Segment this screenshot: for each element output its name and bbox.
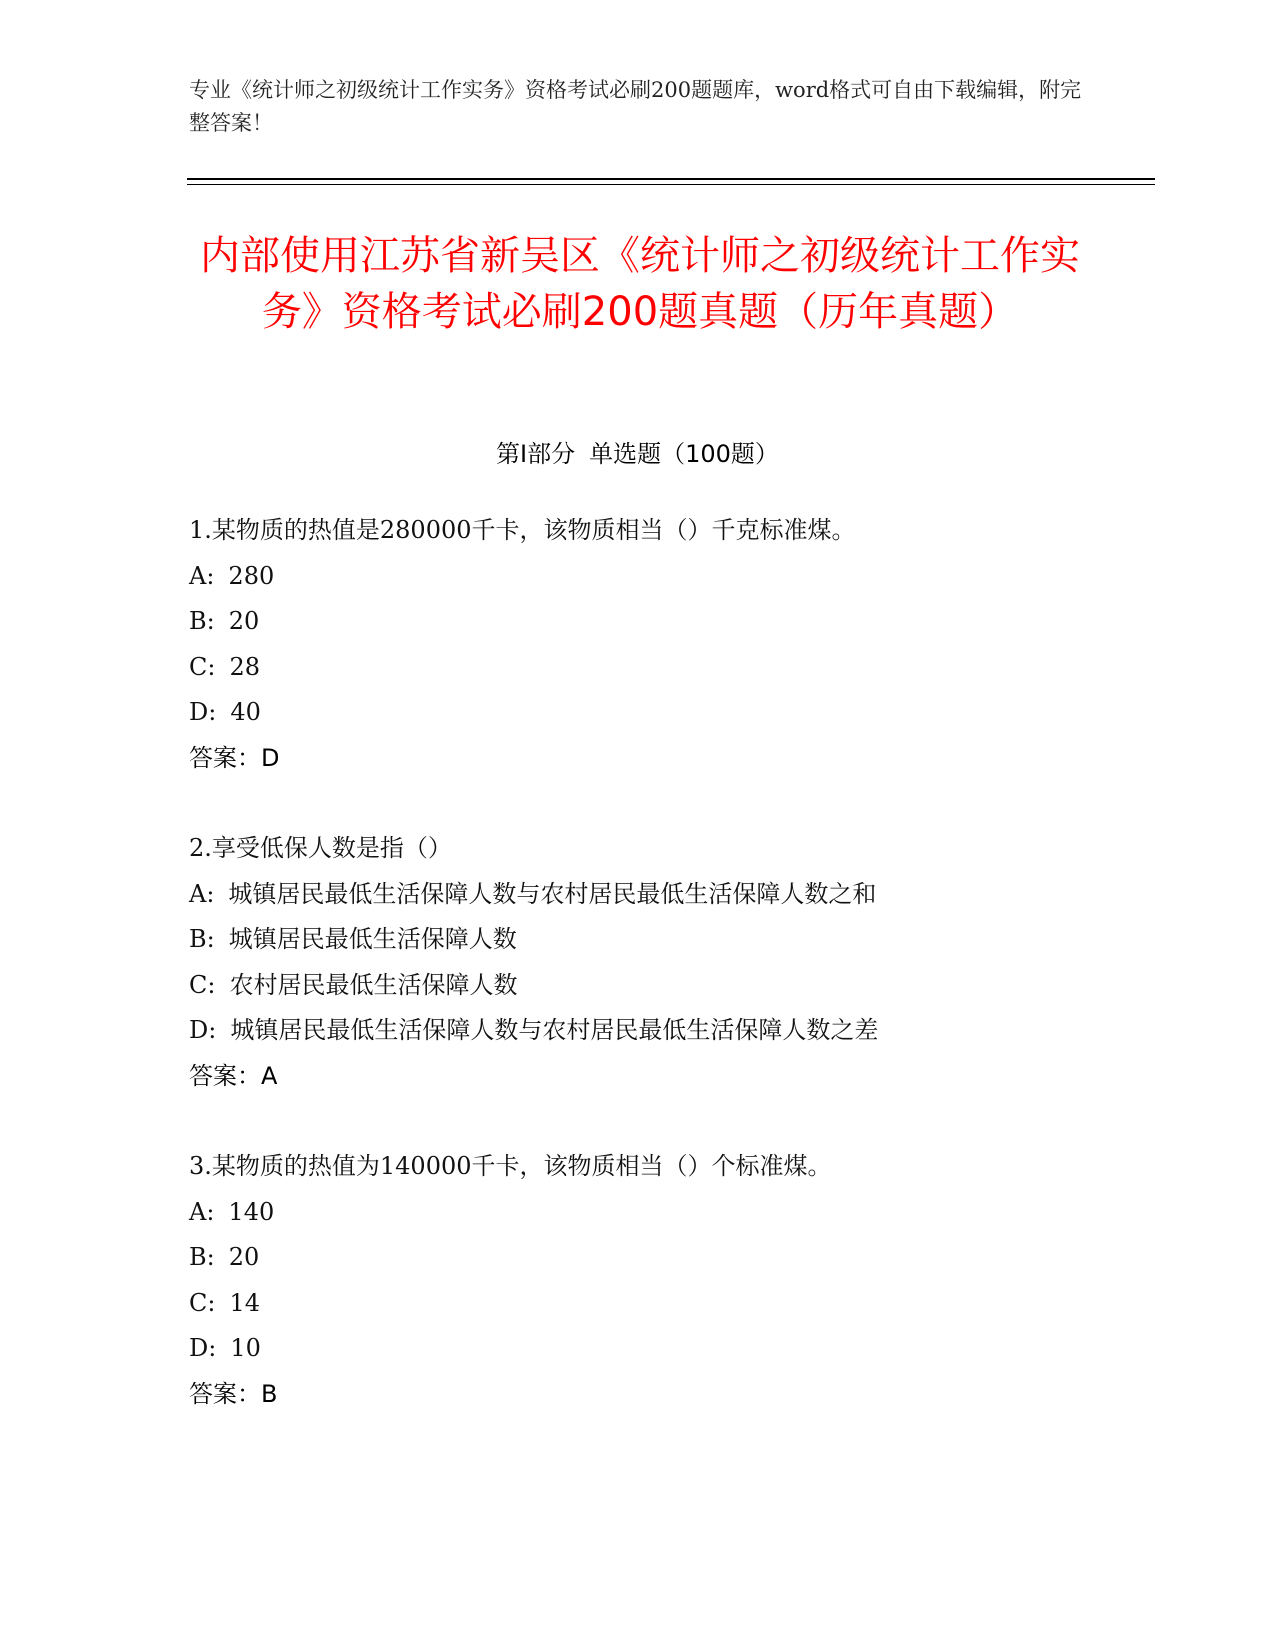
option-c (189, 645, 1089, 691)
option-a (189, 554, 1089, 600)
option-d (189, 690, 1089, 736)
section-part: 第Ⅰ部分 (496, 440, 576, 468)
option-d (189, 1008, 1089, 1054)
option-text: 10 (230, 1334, 261, 1363)
option-a (189, 1190, 1089, 1236)
option-text: 城镇居民最低生活保障人数与农村居民最低生活保障人数之和 (228, 879, 877, 908)
option-c (189, 1281, 1089, 1327)
option-c (189, 963, 1089, 1009)
question-1 (189, 508, 1089, 782)
option-key: A: (189, 1197, 215, 1226)
question-stem: 2.享受低保人数是指（） (189, 834, 452, 862)
option-key: C: (189, 1288, 216, 1317)
option-key: A: (189, 879, 215, 908)
option-key: C: (189, 652, 216, 681)
answer-line: 答案：D (189, 743, 280, 772)
section-name: 单选题（100题） (589, 440, 779, 468)
option-text: 280 (228, 561, 275, 590)
section-heading (0, 436, 1275, 472)
answer-line: 答案：B (189, 1379, 278, 1408)
option-text: 14 (229, 1288, 260, 1317)
option-key: C: (189, 970, 216, 999)
option-text: 城镇居民最低生活保障人数与农村居民最低生活保障人数之差 (230, 1016, 879, 1045)
option-text: 140 (228, 1197, 275, 1226)
question-stem: 3.某物质的热值为140000千卡，该物质相当（）个标准煤。 (189, 1152, 832, 1180)
option-key: B: (189, 925, 215, 954)
option-key: D: (189, 1334, 217, 1363)
option-a (189, 872, 1089, 918)
option-d (189, 1326, 1089, 1372)
option-text: 20 (228, 607, 260, 636)
option-key: B: (189, 607, 215, 636)
option-b (189, 599, 1089, 645)
option-text: 城镇居民最低生活保障人数 (228, 925, 517, 954)
question-stem: 1.某物质的热值是280000千卡，该物质相当（）千克标准煤。 (189, 516, 856, 544)
option-b (189, 917, 1089, 963)
option-text: 28 (229, 652, 260, 681)
option-key: A: (189, 561, 215, 590)
option-key: D: (189, 1016, 217, 1045)
option-text: 20 (228, 1243, 260, 1272)
header-rule-thick (187, 178, 1155, 180)
option-text: 40 (230, 698, 261, 727)
option-key: D: (189, 698, 217, 727)
option-key: B: (189, 1243, 215, 1272)
option-b (189, 1235, 1089, 1281)
header-note: 专业《统计师之初级统计工作实务》资格考试必刷200题题库，word格式可自由下载编辑，附完整答案！ (189, 78, 1082, 135)
header-rule-thin (187, 184, 1155, 185)
option-text: 农村居民最低生活保障人数 (229, 970, 518, 999)
answer-line: 答案：A (189, 1061, 278, 1090)
question-2 (189, 826, 1089, 1100)
question-3 (189, 1144, 1089, 1418)
document-title: 内部使用江苏省新吴区《统计师之初级统计工作实务》资格考试必刷200题真题（历年真题） (200, 233, 1080, 335)
